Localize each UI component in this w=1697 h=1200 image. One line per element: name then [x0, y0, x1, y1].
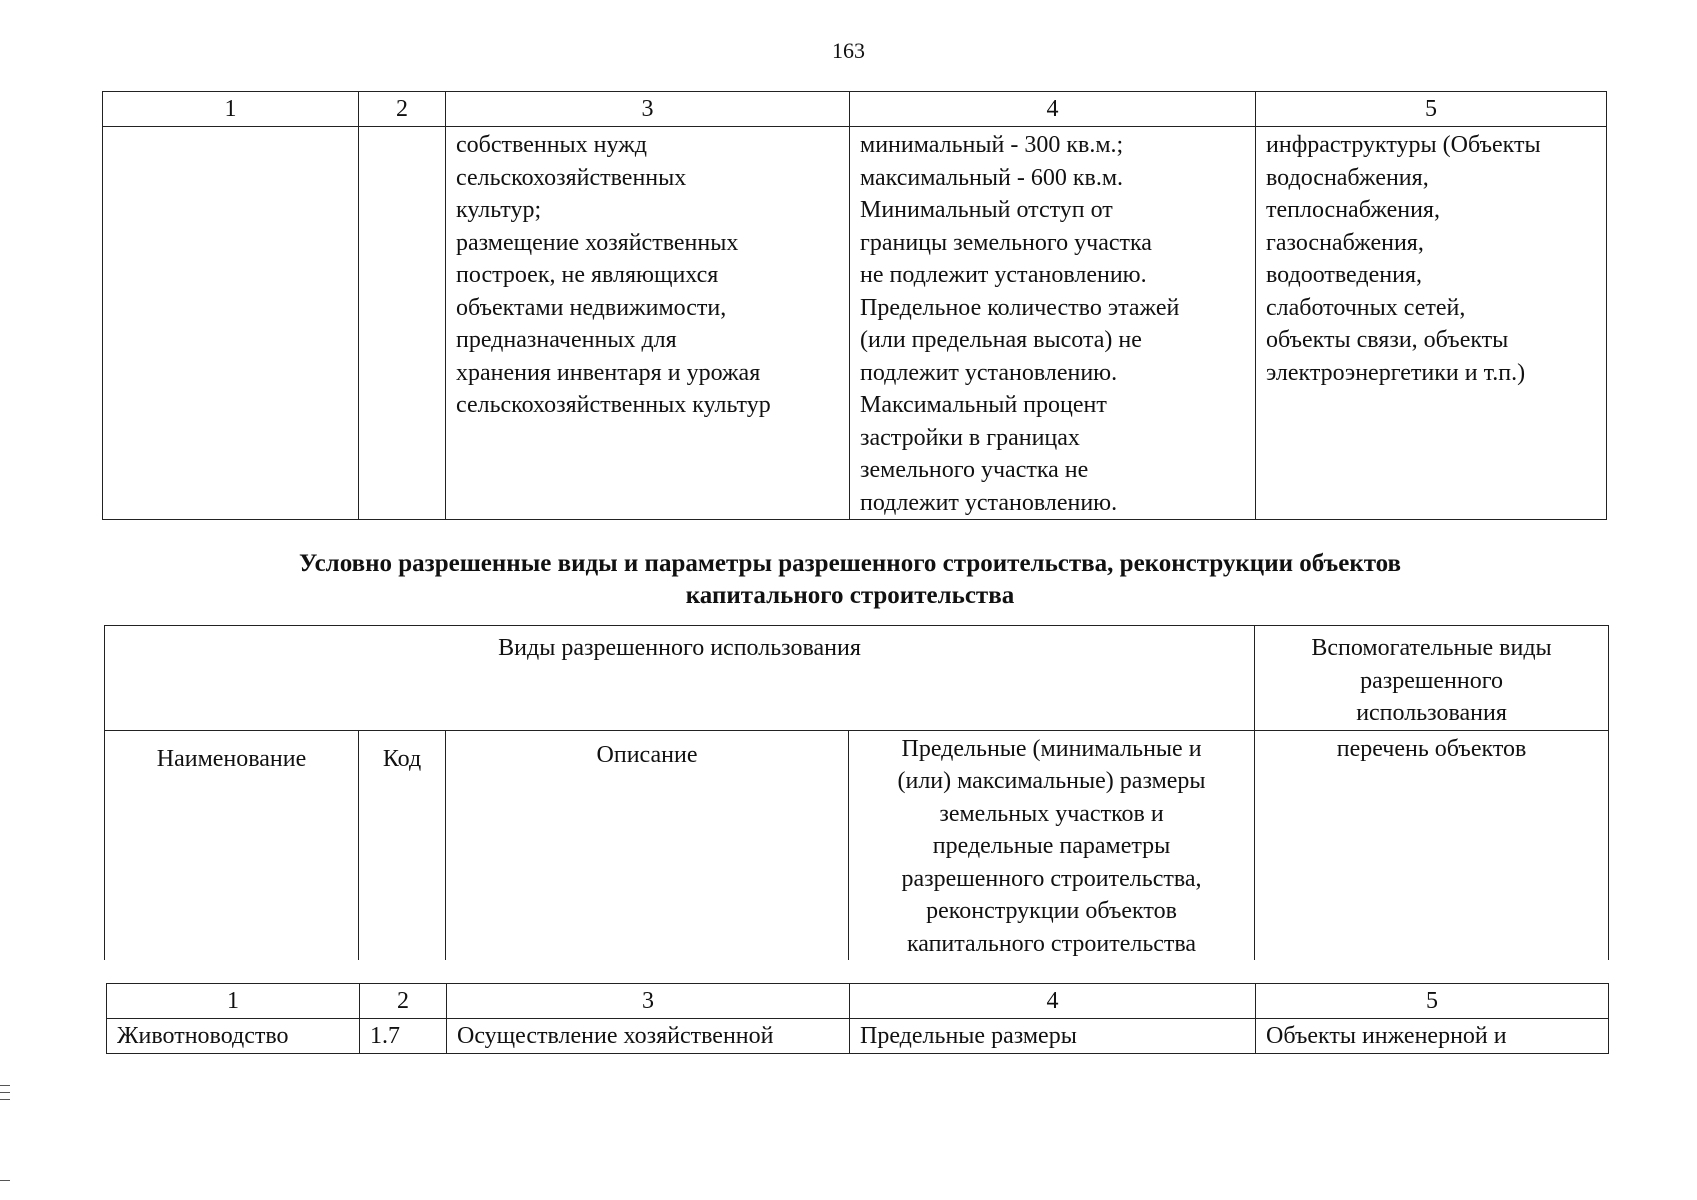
column-number-row — [103, 92, 1607, 127]
column-number-3: 3 — [447, 984, 850, 1019]
header-table — [104, 625, 1609, 960]
column-number-4: 4 — [850, 92, 1256, 127]
parameters-text: минимальный - 300 кв.м.; максимальный - 600 кв.м. Минимальный отступ от границы земельного участка не подлежит установлению. Предельное количество этажей (или предельная высота) не подлежит установлению. Максимальный процент застройки в границах земельного участка не подлежит установлению. — [860, 132, 1180, 516]
column-number-3: 3 — [446, 92, 850, 127]
cell-parameters: Предельные размеры — [850, 1019, 1256, 1054]
cell-auxiliary: Объекты инженерной и — [1256, 1019, 1609, 1054]
column-number-2: 2 — [360, 984, 447, 1019]
cell-name — [103, 127, 359, 520]
page-number — [0, 38, 1697, 64]
column-number-1: 1 — [107, 984, 360, 1019]
header-group-row — [105, 626, 1609, 731]
group-aux-header: Вспомогательные виды разрешенного использования — [1255, 626, 1609, 731]
cell-parameters — [850, 127, 1256, 520]
continuation-table — [102, 91, 1607, 520]
column-number-5: 5 — [1256, 984, 1609, 1019]
column-number-row — [107, 984, 1609, 1019]
header-parameters: Предельные (минимальные и (или) максимальные) размеры земельных участков и предельные параметры разрешенного строительства, реконструкции объектов капитального строительства — [849, 730, 1255, 960]
column-number-4: 4 — [850, 984, 1256, 1019]
cell-description — [446, 127, 850, 520]
margin-mark — [0, 1180, 10, 1181]
header-code: Код — [359, 730, 446, 960]
cell-code — [359, 127, 446, 520]
margin-mark — [0, 1085, 10, 1086]
margin-mark — [0, 1099, 10, 1100]
group-main-header: Виды разрешенного использования — [105, 626, 1255, 731]
column-number-1: 1 — [103, 92, 359, 127]
header-column-row — [105, 730, 1609, 960]
cell-auxiliary — [1256, 127, 1607, 520]
description-text: собственных нужд сельскохозяйственных культур; размещение хозяйственных построек, не являющихся объектами недвижимости, предназначенных для хранения инвентаря и урожая сельскохозяйственных культур — [456, 132, 771, 418]
cell-description: Осуществление хозяйственной — [447, 1019, 850, 1054]
cell-code: 1.7 — [360, 1019, 447, 1054]
table-row — [107, 1019, 1609, 1054]
header-aux-list: перечень объектов — [1255, 730, 1609, 960]
table-row — [103, 127, 1607, 520]
column-number-2: 2 — [359, 92, 446, 127]
section-heading: Условно разрешенные виды и параметры разрешенного строительства, реконструкции объектов капитального строительства — [298, 550, 1402, 609]
cell-name: Животноводство — [107, 1019, 360, 1054]
page-number-text: 163 — [832, 38, 865, 63]
margin-mark — [0, 1092, 10, 1093]
column-number-5: 5 — [1256, 92, 1607, 127]
header-name: Наименование — [105, 730, 359, 960]
start-table — [106, 983, 1609, 1054]
header-description: Описание — [446, 730, 849, 960]
auxiliary-text: инфраструктуры (Объекты водоснабжения, теплоснабжения, газоснабжения, водоотведения, слаботочных сетей, объекты связи, объекты электроэнергетики и т.п.) — [1266, 132, 1541, 386]
